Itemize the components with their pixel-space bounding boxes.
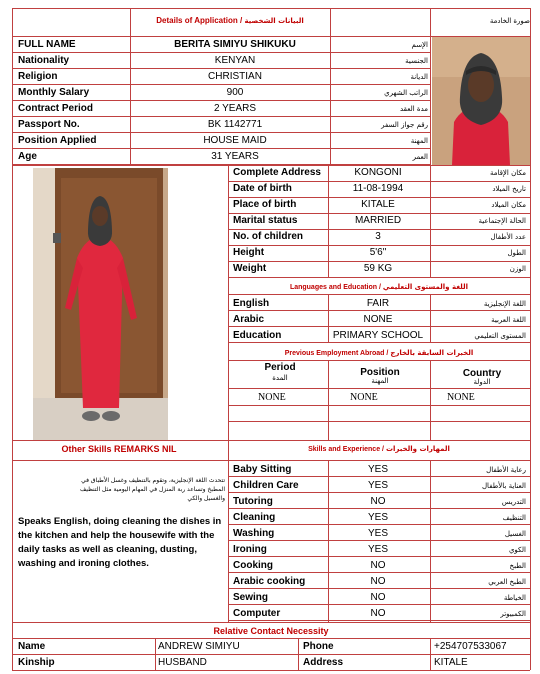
grid-hline [228,476,530,477]
personal-label: Age [18,151,37,162]
detail-value: KITALE [361,199,395,210]
grid-hline [228,360,530,361]
personal-value: 31 YEARS [211,151,259,162]
grid-vline [430,638,431,670]
grid-hline [12,440,530,441]
grid-vline [155,638,156,670]
skill-label: Computer [233,608,281,619]
personal-label-ar: العمر [412,153,428,161]
grid-vline [328,460,329,622]
personal-label: Religion [18,71,58,82]
grid-hline [228,508,530,509]
detail-label-ar: الطول [507,249,526,257]
grid-hline [228,604,530,605]
personal-label: Passport No. [18,119,80,130]
grid-hline [228,213,530,214]
grid-hline [228,620,530,621]
detail-value: MARRIED [354,215,402,226]
employment-title-ar: الخبرات السابقة بالخارج [390,349,474,357]
personal-label: Nationality [18,55,70,66]
detail-label: Height [233,247,265,258]
skill-value: YES [367,528,388,539]
language-value: FAIR [366,298,390,309]
detail-value: 59 KG [363,263,393,274]
other-skills-text-ar: تتحدث اللغة الإنجليزية، وتقوم بالتنظيف وغسل الأطباق في المطبخ وتساعد ربة المنزل في المهام اليومية مثل التنظيف والغسيل والكي [80,477,225,502]
grid-hline [12,165,530,166]
personal-label-ar: الراتب الشهري [384,89,428,97]
skills-title-en: Skills and Experience / [308,446,384,453]
grid-vline [328,165,329,277]
skill-value: NO [370,608,386,619]
personal-label: Position Applied [18,135,97,146]
detail-label-ar: مكان الإقامة [489,169,526,177]
detail-label-ar: عدد الأطفال [490,233,526,241]
grid-hline [228,572,530,573]
grid-hline [12,68,430,69]
grid-vline [328,294,329,342]
other-skills-text: Speaks English, doing cleaning the dishes in the kitchen and help the housewife with the daily tasks as well as cleaning, dusting, washing and ironing clothes. [18,516,222,569]
grid-vline [228,165,229,622]
grid-vline [298,638,299,670]
grid-hline [12,84,430,85]
contact-phone-value: +254707533067 [434,641,507,652]
personal-label-ar: المهنة [410,137,428,145]
contact-address-label: Address [303,657,344,668]
skill-label: Washing [233,528,275,539]
personal-label-ar: رقم جواز السفر [381,121,428,129]
full-body-photo-image [33,168,168,440]
grid-vline [12,8,13,670]
grid-vline [130,8,131,36]
grid-hline [12,622,530,623]
contact-title: Relative Contact Necessity [213,626,329,636]
language-label: English [233,298,270,309]
detail-label-ar: الوزن [509,265,526,273]
detail-label: Place of birth [233,199,297,210]
language-value: PRIMARY SCHOOL [332,330,424,341]
grid-hline [228,524,530,525]
grid-vline [430,294,431,342]
detail-label: Weight [233,263,267,274]
grid-hline [12,148,430,149]
contact-phone-label: Phone [303,641,334,652]
grid-hline [228,294,530,295]
full-body-photo [33,168,168,440]
personal-value: HOUSE MAID [203,135,267,146]
grid-hline [228,342,530,343]
grid-hline [228,540,530,541]
detail-label: Complete Address [233,167,321,178]
grid-hline [228,229,530,230]
grid-vline [430,360,431,440]
grid-hline [228,181,530,182]
grid-hline [12,670,530,671]
grid-vline [330,36,331,165]
skill-value: YES [367,544,388,555]
personal-value: KENYAN [214,55,256,66]
language-label: Arabic [233,314,265,325]
grid-vline [530,8,531,670]
grid-vline [328,360,329,440]
skill-label-ar: الكوي [508,546,526,554]
skill-value: NO [370,496,386,507]
grid-hline [12,132,430,133]
detail-label: Date of birth [233,183,292,194]
grid-vline [430,8,431,36]
employment-col-period: Period [264,362,296,373]
skill-label-ar: الطبخ [509,562,526,570]
languages-title-ar: اللغة والمستوى التعليمي [382,283,469,291]
skill-value: YES [367,464,388,475]
skills-title-ar: المهارات والخبرات [385,445,450,453]
skill-label: Arabic cooking [233,576,306,587]
skill-label: Cleaning [233,512,276,523]
detail-label: No. of children [233,231,303,242]
contact-address-value: KITALE [434,657,468,668]
grid-hline [12,460,530,461]
detail-label-ar: تاريخ الميلاد [492,185,526,193]
skill-value: NO [370,560,386,571]
personal-label-ar: مدة العقد [400,105,428,113]
detail-value: 5'6" [369,247,387,258]
grid-hline [12,116,430,117]
employment-col-period-ar: المدة [272,374,288,382]
skill-label: Sewing [233,592,269,603]
personal-label: Monthly Salary [18,87,90,98]
skill-value: NO [370,576,386,587]
detail-value: 11-08-1994 [352,183,404,194]
languages-title-en: Languages and Education / [289,284,381,291]
grid-vline [430,460,431,622]
detail-label: Marital status [233,215,298,226]
detail-label-ar: مكان الميلاد [491,201,526,209]
skill-label-ar: العناية بالأطفال [481,482,526,490]
grid-vline [330,8,331,36]
detail-value: 3 [375,231,381,242]
application-title-ar: البيانات الشخصية [244,17,304,25]
other-skills-title: Other Skills REMARKS NIL [61,444,177,454]
personal-value: 900 [226,87,244,98]
skill-label: Baby Sitting [233,464,292,475]
skill-label-ar: الطبخ العربي [488,578,526,586]
personal-label-ar: الديانة [410,73,428,81]
personal-label: FULL NAME [18,39,76,50]
language-label-ar: اللغة الإنجليزية [483,300,526,308]
employment-title-en: Previous Employment Abroad / [284,350,389,357]
grid-hline [228,245,530,246]
skill-value: YES [367,512,388,523]
skill-label-ar: الغسيل [504,530,526,538]
grid-hline [228,588,530,589]
grid-hline [228,405,530,406]
skills-title [228,441,530,457]
grid-vline [430,36,431,165]
grid-hline [228,326,530,327]
grid-hline [228,388,530,389]
skill-label-ar: التنظيف [502,514,526,522]
grid-hline [12,36,530,37]
grid-hline [228,261,530,262]
grid-hline [228,277,530,278]
skill-label-ar: الكمبيوتر [500,610,526,618]
employment-col-country: Country [462,368,502,379]
grid-hline [12,52,430,53]
application-title-en: Details of Application / [156,16,243,25]
grid-hline [228,310,530,311]
contact-name-value: ANDREW SIMIYU [158,641,240,652]
grid-hline [12,8,530,9]
skill-value: YES [367,480,388,491]
grid-hline [228,421,530,422]
employment-col-position: Position [360,367,400,378]
personal-label: Contract Period [18,103,94,114]
employment-col-country-ar: الدولة [473,378,491,386]
application-title [130,13,330,29]
skill-label: Ironing [233,544,267,555]
personal-value: CHRISTIAN [208,71,262,82]
skill-label-ar: التدريس [501,498,526,506]
contact-kinship-label: Kinship [18,657,55,668]
employment-period-value: NONE [258,392,286,403]
grid-hline [12,654,530,655]
photo-label-ar: صورة الخادمة [489,17,530,25]
skill-label-ar: الخياطة [503,594,526,602]
personal-value: BERITA SIMIYU SHIKUKU [174,39,296,50]
language-label-ar: اللغة العربية [491,316,526,324]
grid-vline [430,165,431,277]
personal-label-ar: الجنسية [405,57,428,65]
employment-country-value: NONE [447,392,475,403]
portrait-photo-image [432,37,530,165]
employment-col-position-ar: المهنة [371,377,389,385]
employment-position-value: NONE [350,392,378,403]
personal-value: BK 1142771 [207,119,263,130]
contact-kinship-value: HUSBAND [158,657,207,668]
grid-hline [12,100,430,101]
skill-label: Tutoring [233,496,273,507]
skill-value: NO [370,592,386,603]
skill-label: Children Care [233,480,299,491]
employment-title [228,345,530,361]
language-value: NONE [363,314,393,325]
personal-label-ar: الإسم [411,41,428,49]
language-label-ar: المستوى التعليمي [474,332,526,340]
personal-value: 2 YEARS [213,103,257,114]
grid-hline [228,556,530,557]
skill-label-ar: رعاية الأطفال [486,466,526,474]
grid-hline [228,492,530,493]
portrait-photo [432,37,530,165]
detail-label-ar: الحالة الإجتماعية [478,217,526,225]
language-label: Education [233,330,282,341]
languages-title [228,279,530,295]
contact-name-label: Name [18,641,46,652]
skill-label: Cooking [233,560,273,571]
detail-value: KONGONI [354,167,402,178]
grid-vline [130,36,131,165]
grid-hline [228,197,530,198]
grid-hline [12,638,530,639]
